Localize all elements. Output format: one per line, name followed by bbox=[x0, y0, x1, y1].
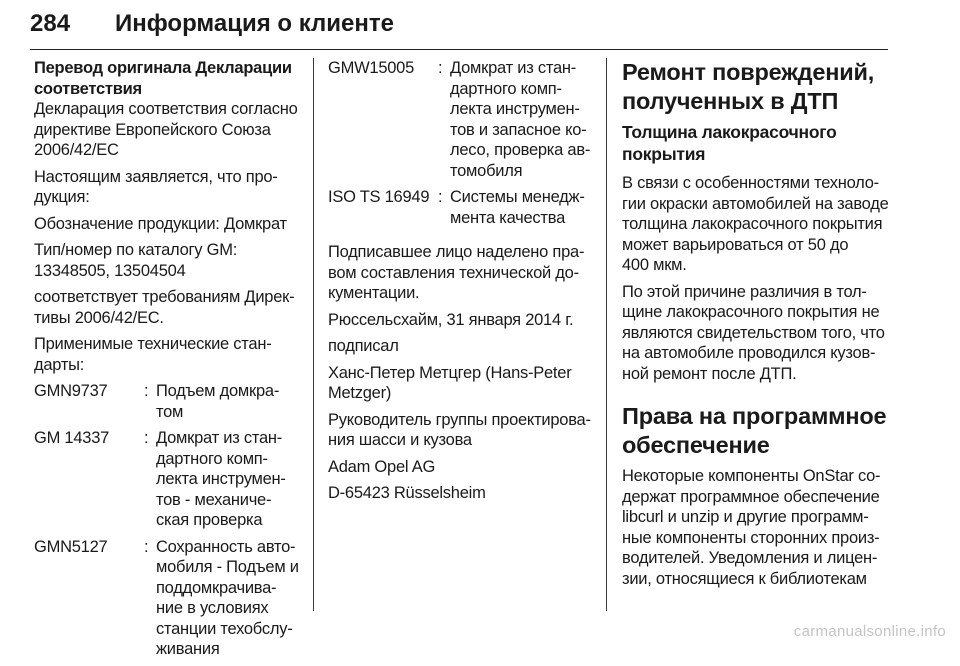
standard-row bbox=[328, 187, 594, 228]
type-number bbox=[34, 240, 304, 281]
text-line: 400 мкм. bbox=[622, 256, 687, 274]
section-heading-software-rights bbox=[622, 402, 890, 460]
signer-name bbox=[328, 363, 594, 404]
text-line: мобиля - Подъем и bbox=[156, 558, 299, 576]
heading-line: Толщина лакокрасочного bbox=[622, 122, 837, 142]
declare-text bbox=[34, 167, 304, 208]
text-line: гии окраски автомобилей на заводе bbox=[622, 194, 889, 213]
standard-colon: : bbox=[438, 59, 443, 77]
standard-row bbox=[34, 537, 304, 660]
page-number: 284 bbox=[30, 10, 71, 37]
heading-line: покрытия bbox=[622, 143, 706, 164]
text-line: ние в условиях bbox=[156, 599, 269, 617]
standard-code: GMW15005 bbox=[328, 59, 415, 77]
standard-description bbox=[450, 58, 594, 181]
paragraph-paint-2 bbox=[622, 282, 890, 385]
text-line: томобиля bbox=[450, 161, 523, 180]
text-line: мента качества bbox=[450, 208, 565, 227]
standard-code: ISO TS 16949 bbox=[328, 188, 430, 206]
text-line: ская проверка bbox=[156, 511, 263, 529]
text-line: Metzger) bbox=[328, 384, 392, 402]
text-line: живания bbox=[156, 640, 220, 658]
text-line: Домкрат из стан- bbox=[450, 59, 577, 77]
text-line: тов и запасное ко- bbox=[450, 120, 587, 139]
heading-line: Перевод оригинала Декларации bbox=[34, 59, 292, 77]
place-date: Рюссельсхайм, 31 января 2014 г. bbox=[328, 310, 574, 329]
text-line: станции техобслу- bbox=[156, 619, 293, 638]
heading-line: Права на программное bbox=[622, 403, 887, 429]
text-line: Домкрат из стан- bbox=[156, 429, 283, 447]
heading-line: обеспечение bbox=[622, 432, 770, 458]
heading-line: полученных в ДТП bbox=[622, 88, 839, 114]
subheading-paint-thickness bbox=[622, 122, 890, 165]
signer-role bbox=[328, 410, 594, 451]
text-line: директиве Европейского Союза bbox=[34, 120, 271, 139]
text-line: может варьироваться от 50 до bbox=[622, 235, 849, 254]
standard-description bbox=[450, 187, 594, 228]
standard-row bbox=[34, 428, 304, 531]
text-line: Некоторые компоненты OnStar со- bbox=[622, 467, 881, 485]
text-line: дартного комп- bbox=[450, 79, 562, 98]
heading-line: соответствия bbox=[34, 79, 142, 98]
text-line: Подписавшее лицо наделено пра- bbox=[328, 243, 585, 261]
standard-colon: : bbox=[144, 429, 149, 447]
signed-label: подписал bbox=[328, 337, 399, 355]
complies-text bbox=[34, 287, 304, 328]
text-line: вом составления технической до- bbox=[328, 263, 579, 282]
text-line: libcurl и unzip и другие программ- bbox=[622, 508, 869, 526]
product-designation: Обозначение продукции: Домкрат bbox=[34, 214, 287, 233]
paragraph-software bbox=[622, 466, 890, 589]
text-line: являются свидетельством того, что bbox=[622, 323, 885, 342]
right-column bbox=[622, 58, 890, 595]
page-title: Информация о клиенте bbox=[115, 10, 394, 37]
paragraph-paint-1 bbox=[622, 173, 890, 276]
middle-column bbox=[328, 58, 594, 510]
standard-colon: : bbox=[438, 188, 443, 206]
standards-intro bbox=[34, 334, 304, 375]
text-line: зии, относящиеся к библиотекам bbox=[622, 569, 867, 588]
text-line: ния шасси и кузова bbox=[328, 431, 472, 449]
text-line: дартного комп- bbox=[156, 449, 268, 468]
text-line: Подъем домкра- bbox=[156, 382, 280, 400]
text-line: Системы менедж- bbox=[450, 188, 585, 206]
standard-description bbox=[156, 537, 304, 660]
standard-colon: : bbox=[144, 537, 149, 556]
signatory-text bbox=[328, 242, 594, 304]
company-name: Adam Opel AG bbox=[328, 457, 436, 476]
section-heading-repairs bbox=[622, 58, 890, 116]
standard-code: GMN5127 bbox=[34, 537, 108, 556]
text-line: лекта инструмен- bbox=[450, 100, 580, 118]
text-line: В связи с особенностями техноло- bbox=[622, 174, 879, 192]
text-line: ные компоненты сторонних произ- bbox=[622, 528, 880, 547]
text-line: том bbox=[156, 402, 184, 421]
text-line: По этой причине различия в тол- bbox=[622, 282, 867, 301]
text-line: кументации. bbox=[328, 284, 420, 302]
standard-colon: : bbox=[144, 382, 149, 400]
spacer bbox=[622, 390, 890, 402]
text-line: Тип/номер по каталогу GM: bbox=[34, 241, 238, 259]
text-line: Руководитель группы проектирова- bbox=[328, 410, 591, 429]
watermark: carmanualsonline.info bbox=[793, 623, 946, 640]
standard-row bbox=[34, 381, 304, 422]
company-address: D-65423 Rüsselsheim bbox=[328, 484, 486, 502]
text-line: тов - механиче- bbox=[156, 490, 272, 509]
text-line: Применимые технические стан- bbox=[34, 335, 272, 353]
text-line: поддомкрачива- bbox=[156, 578, 277, 597]
text-line: лекта инструмен- bbox=[156, 470, 286, 488]
text-line: дукция: bbox=[34, 188, 90, 206]
page-header bbox=[30, 8, 888, 50]
heading-line: Ремонт повреждений, bbox=[622, 59, 875, 85]
text-line: Ханс-Петер Метцгер (Hans-Peter bbox=[328, 363, 572, 382]
text-line: на автомобиле проводился кузов- bbox=[622, 344, 876, 362]
standard-row bbox=[328, 58, 594, 181]
standard-code: GMN9737 bbox=[34, 382, 108, 400]
text-line: 2006/42/EC bbox=[34, 141, 119, 159]
text-line: держат программное обеспечение bbox=[622, 487, 880, 506]
text-line: 13348505, 13504504 bbox=[34, 261, 186, 280]
column-divider-right bbox=[606, 58, 607, 611]
column-divider-left bbox=[313, 58, 314, 611]
declaration-text bbox=[34, 99, 304, 161]
text-line: соответствует требованиям Дирек- bbox=[34, 288, 295, 306]
text-line: водителей. Уведомления и лицен- bbox=[622, 549, 878, 567]
standard-description bbox=[156, 428, 304, 531]
text-line: Декларация соответствия согласно bbox=[34, 100, 298, 118]
text-line: Настоящим заявляется, что про- bbox=[34, 167, 278, 186]
standard-description bbox=[156, 381, 304, 422]
left-column bbox=[34, 58, 304, 666]
text-line: щине лакокрасочного покрытия не bbox=[622, 303, 880, 321]
text-line: Сохранность авто- bbox=[156, 537, 296, 556]
text-line: тивы 2006/42/EC. bbox=[34, 308, 164, 327]
text-line: ной ремонт после ДТП. bbox=[622, 364, 797, 383]
text-line: лесо, проверка ав- bbox=[450, 141, 591, 159]
text-line: дарты: bbox=[34, 355, 85, 374]
text-line: толщина лакокрасочного покрытия bbox=[622, 215, 883, 233]
declaration-heading bbox=[34, 58, 304, 99]
standard-code: GM 14337 bbox=[34, 429, 110, 447]
